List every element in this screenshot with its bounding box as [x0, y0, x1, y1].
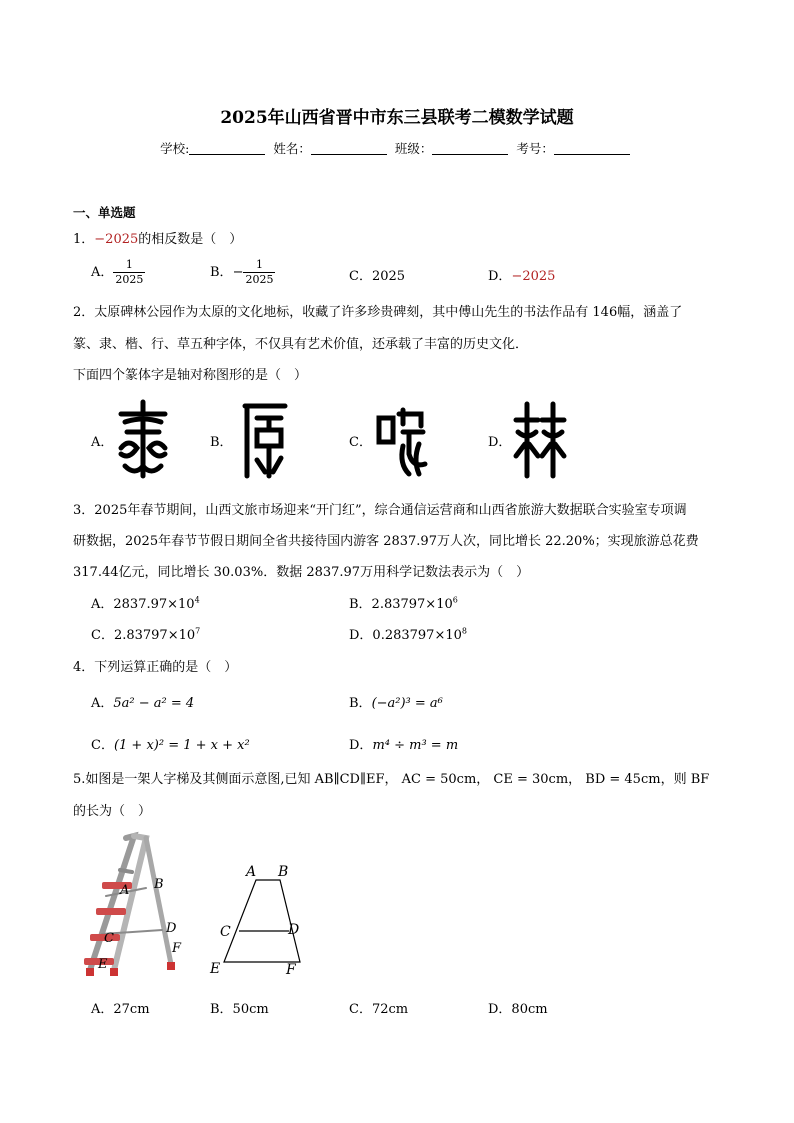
- q3-option-a[interactable]: A．$2837.97\times 10^4$: [91, 595, 200, 612]
- q1-option-c[interactable]: C．2025: [349, 269, 406, 284]
- q5-option-c[interactable]: C．72cm: [349, 1002, 409, 1017]
- q5-option-d[interactable]: D．80cm: [488, 1002, 548, 1017]
- q5-option-a[interactable]: A．27cm: [91, 1002, 150, 1017]
- q5-option-b[interactable]: B．50cm: [210, 1002, 269, 1017]
- q4-option-b[interactable]: B．(−a²)³ = a⁶: [349, 696, 443, 711]
- school-blank: [189, 142, 265, 155]
- q1-a-fraction: $\frac{1}{2025}$: [115, 258, 144, 286]
- page-title: 2025年山西省晋中市东三县联考二模数学试题: [220, 108, 574, 128]
- class-blank: [432, 142, 508, 155]
- number-blank: [554, 142, 630, 155]
- photo-label-b: B: [154, 877, 164, 892]
- photo-label-e: E: [98, 957, 108, 972]
- q1-option-d[interactable]: D．−2025: [488, 269, 556, 284]
- q5-line1: 5.如图是一架人字梯及其侧面示意图,已知 AB∥CD∥EF， AC = 50cm， CE = 30cm， BD = 45cm，则 BF: [73, 772, 710, 787]
- student-info-line: [0, 139, 794, 157]
- q2-option-a[interactable]: A．: [91, 435, 114, 450]
- section-heading: 一、单选题: [73, 205, 136, 220]
- q3-option-b[interactable]: B．$2.83797\times 10^6$: [349, 595, 458, 612]
- q2-option-c[interactable]: C．: [349, 435, 372, 450]
- q3-option-c[interactable]: C．$2.83797\times 10^7$: [91, 626, 201, 643]
- seal-character-b-icon: [237, 400, 289, 480]
- q1-stem: 1．−2025的相反数是（ ）: [73, 232, 243, 247]
- seal-character-c-icon: [373, 404, 429, 478]
- q3-line2: 研数据，2025年春节节假日期间全省共接待国内游客 2837.97万人次，同比增长 22.20%；实现旅游总花费: [73, 534, 699, 549]
- q3-line3: 317.44亿元，同比增长 30.03%．数据 2837.97万用科学记数法表示为（ ）: [73, 565, 530, 580]
- ladder-side-diagram: [204, 858, 314, 978]
- q1-b-fraction: $\frac{1}{2025}$: [245, 258, 274, 286]
- seal-character-d-icon: [512, 400, 568, 480]
- q2-line3: 下面四个篆体字是轴对称图形的是（ ）: [73, 368, 308, 383]
- q3-line1: 3．2025年春节期间，山西文旅市场迎来“开门红”，综合通信运营商和山西省旅游大数据联合实验室专项调: [73, 503, 687, 518]
- name-label: 姓名：: [273, 141, 311, 156]
- number-label: 考号：: [516, 141, 554, 156]
- class-label: 班级：: [394, 141, 433, 156]
- q5-line2: 的长为（ ）: [73, 804, 152, 819]
- q2-line2: 篆、隶、楷、行、草五种字体，不仅具有艺术价值，还承载了丰富的历史文化．: [73, 337, 529, 352]
- q1-option-b[interactable]: B．− $\frac{1}{2025}$: [210, 258, 274, 286]
- photo-label-a: A: [120, 883, 130, 898]
- diagram-label-b: B: [278, 864, 289, 880]
- step-ladder-figure: [76, 830, 196, 978]
- school-label: 学校:: [160, 141, 190, 156]
- q2-line1: 2．太原碑林公园作为太原的文化地标，收藏了许多珍贵碑刻，其中傅山先生的书法作品有 146幅，涵盖了: [73, 305, 683, 320]
- q2-option-b[interactable]: B．: [210, 435, 233, 450]
- q1-option-a[interactable]: A． $\frac{1}{2025}$: [91, 258, 144, 286]
- diagram-label-a: A: [246, 864, 257, 880]
- q4-option-a[interactable]: A．5a² − a² = 4: [91, 696, 195, 711]
- photo-label-f: F: [172, 941, 182, 956]
- seal-character-a-icon: [115, 398, 171, 480]
- diagram-label-c: C: [220, 924, 231, 940]
- diagram-label-e: E: [210, 961, 221, 977]
- diagram-label-f: F: [286, 962, 296, 978]
- q1-expr: −2025: [94, 232, 139, 247]
- q4-option-c[interactable]: C．(1 + x)² = 1 + x + x²: [91, 738, 250, 753]
- photo-label-d: D: [166, 921, 177, 936]
- q4-stem: 4．下列运算正确的是（ ）: [73, 660, 238, 675]
- diagram-label-d: D: [288, 922, 300, 938]
- q2-option-d[interactable]: D．: [488, 435, 512, 450]
- photo-label-c: C: [104, 931, 114, 946]
- q3-option-d[interactable]: D．$0.283797\times 10^8$: [349, 626, 467, 643]
- q4-option-d[interactable]: D．m⁴ ÷ m³ = m: [349, 738, 459, 753]
- name-blank: [311, 142, 387, 155]
